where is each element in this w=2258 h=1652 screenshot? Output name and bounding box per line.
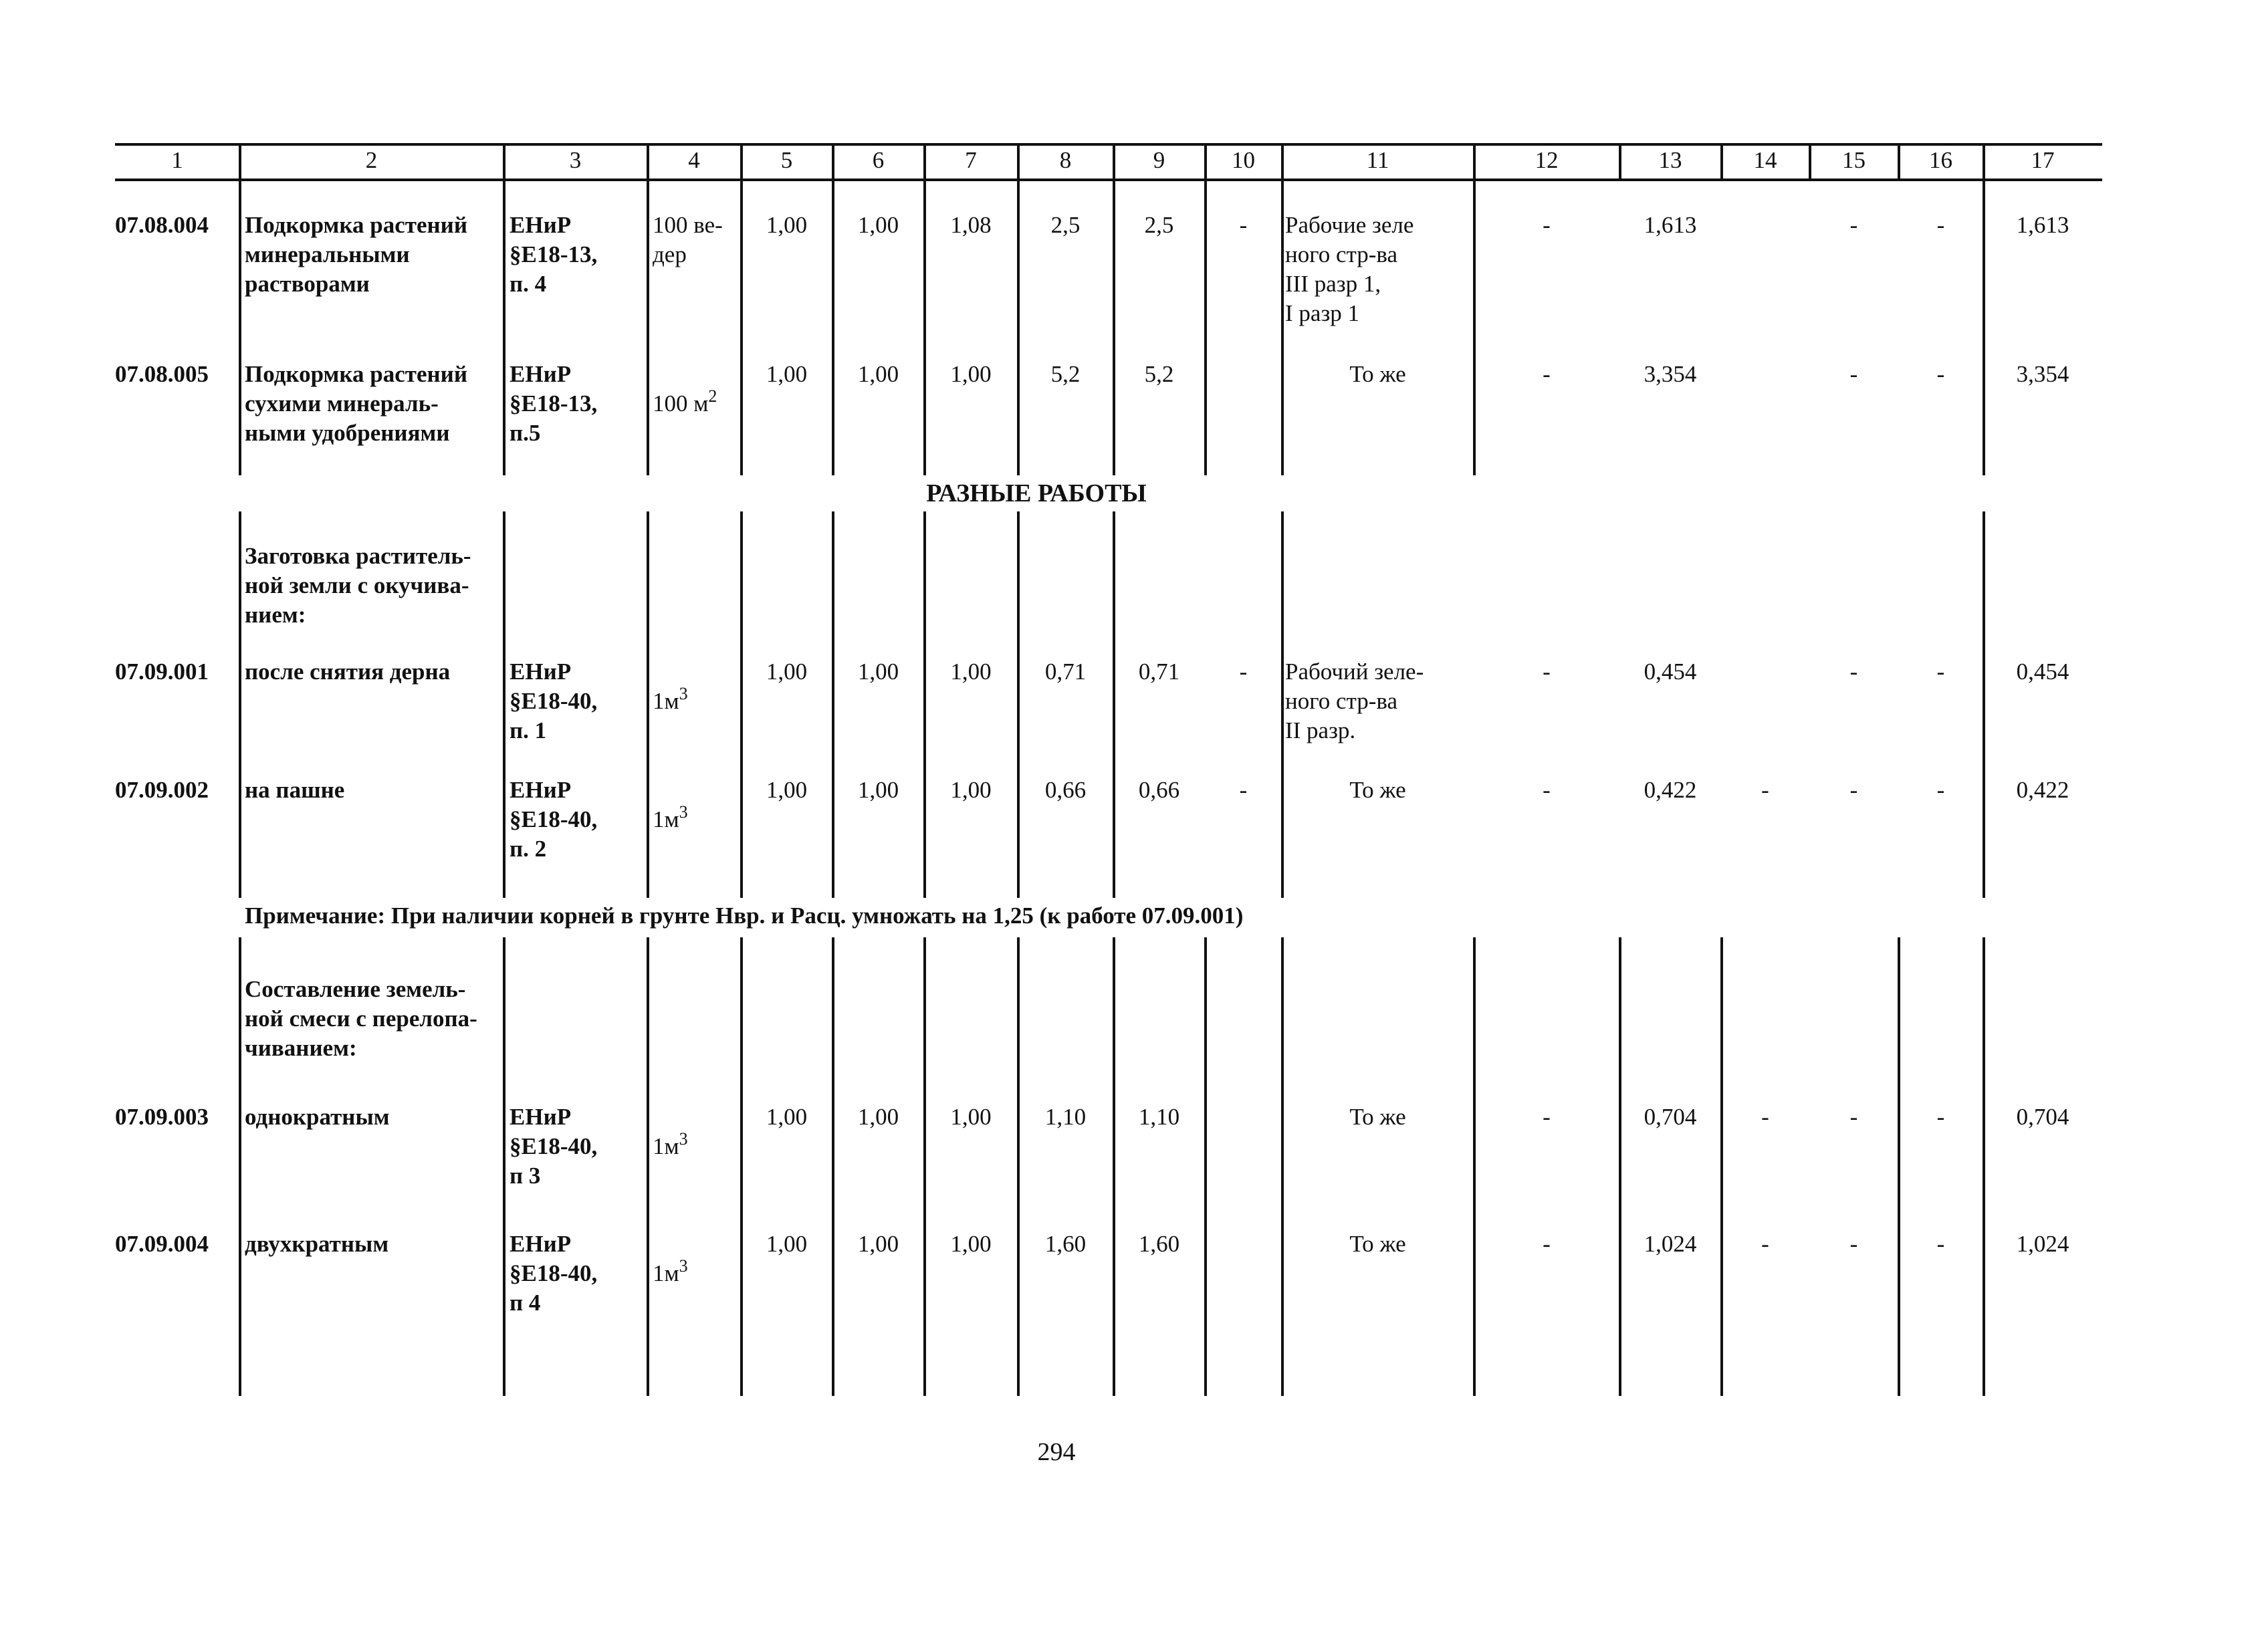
column-rule	[1983, 937, 1985, 1396]
cell-8: 5,2	[1050, 361, 1081, 387]
cell-15: -	[1849, 777, 1858, 803]
column-rule	[740, 143, 743, 181]
cell-12: -	[1543, 777, 1551, 803]
column-rule	[1017, 937, 1020, 1396]
norm-ref: п. 4	[510, 271, 547, 297]
cell-7: 1,00	[950, 659, 992, 685]
column-rule	[503, 181, 505, 475]
norm-ref: §Е18-40,	[510, 1260, 598, 1286]
cell-7: 1,00	[950, 361, 992, 387]
header-bottom-rule	[115, 179, 2102, 181]
norm-ref: §Е18-13,	[510, 390, 598, 417]
group-title-line: нием:	[245, 602, 306, 628]
norm-ref: п. 1	[510, 717, 547, 743]
column-rule	[923, 511, 926, 898]
workers: То же	[1349, 777, 1406, 803]
work-code: 07.09.003	[115, 1104, 209, 1130]
cell-8: 0,66	[1044, 777, 1087, 803]
cell-9: 0,71	[1138, 659, 1180, 685]
column-rule	[832, 511, 834, 898]
header-cell: 14	[1753, 147, 1777, 173]
column-rule	[1204, 143, 1207, 181]
work-name: двухкратным	[245, 1231, 389, 1257]
table-note: Примечание: При наличии корней в грунте Нвр. и Расц. умножать на 1,25 (к работе 07.09.001)	[245, 903, 1244, 929]
unit-base: 1м	[653, 1260, 679, 1286]
header-cell: 13	[1658, 147, 1682, 173]
workers: То же	[1349, 1231, 1406, 1257]
workers: ного стр-ва	[1285, 688, 1397, 714]
cell-17: 0,704	[2016, 1104, 2069, 1130]
unit	[653, 1256, 688, 1288]
cell-6: 1,00	[857, 1231, 899, 1257]
unit	[653, 386, 717, 419]
column-rule	[1983, 143, 1985, 181]
norm-ref: §Е18-40,	[510, 1133, 598, 1159]
cell-15: -	[1849, 659, 1858, 685]
cell-14: -	[1761, 1104, 1769, 1130]
cell-13: 0,454	[1644, 659, 1697, 685]
unit	[653, 802, 688, 834]
work-name: минеральными	[245, 241, 410, 267]
header-cell: 15	[1842, 147, 1866, 173]
work-name: ными удобрениями	[245, 420, 450, 446]
work-code: 07.08.004	[115, 212, 209, 238]
column-rule	[740, 511, 743, 898]
column-rule	[1204, 937, 1207, 1396]
group-title-line: чиванием:	[245, 1035, 357, 1061]
cell-10: -	[1239, 659, 1248, 685]
workers: То же	[1349, 1104, 1406, 1130]
cell-16: -	[1936, 1104, 1945, 1130]
cell-10: -	[1239, 212, 1248, 238]
work-name: растворами	[245, 271, 370, 297]
cell-17: 3,354	[2016, 361, 2069, 387]
cell-12: -	[1543, 659, 1551, 685]
cell-6: 1,00	[857, 777, 899, 803]
cell-5: 1,00	[766, 1231, 808, 1257]
unit-exponent: 2	[708, 386, 717, 406]
cell-13: 1,024	[1644, 1231, 1697, 1257]
cell-13: 3,354	[1644, 361, 1697, 387]
header-cell: 3	[569, 147, 582, 173]
norm-ref: ЕНиР	[510, 361, 572, 387]
column-rule	[503, 937, 505, 1396]
column-rule	[1983, 511, 1985, 898]
cell-16: -	[1936, 659, 1945, 685]
column-rule	[239, 511, 241, 898]
column-rule	[503, 143, 505, 181]
group-title-line: ной смеси с перелопа-	[245, 1006, 477, 1032]
column-rule	[1898, 143, 1900, 181]
column-rule	[239, 143, 241, 181]
header-cell: 6	[872, 147, 885, 173]
cell-5: 1,00	[766, 361, 808, 387]
unit: 100 ве-	[653, 212, 723, 238]
workers: I разр 1	[1285, 300, 1360, 326]
cell-9: 1,10	[1138, 1104, 1180, 1130]
column-rule	[740, 937, 743, 1396]
norm-ref: ЕНиР	[510, 659, 572, 685]
workers: Рабочий зеле-	[1285, 659, 1424, 685]
column-rule	[1281, 143, 1284, 181]
cell-12: -	[1543, 361, 1551, 387]
cell-17: 0,422	[2016, 777, 2069, 803]
norm-ref: ЕНиР	[510, 1104, 572, 1130]
column-rule	[832, 937, 834, 1396]
header-cell: 5	[780, 147, 793, 173]
cell-9: 5,2	[1144, 361, 1174, 387]
cell-9: 0,66	[1138, 777, 1180, 803]
column-rule	[832, 143, 834, 181]
header-cell: 7	[965, 147, 977, 173]
cell-9: 2,5	[1144, 212, 1174, 238]
cell-16: -	[1936, 777, 1945, 803]
column-rule	[647, 511, 649, 898]
column-rule	[1619, 937, 1621, 1396]
workers: II разр.	[1285, 717, 1356, 743]
cell-7: 1,00	[950, 777, 992, 803]
work-name: однократным	[245, 1104, 390, 1130]
cell-13: 0,422	[1644, 777, 1697, 803]
workers: ного стр-ва	[1285, 241, 1397, 267]
column-rule	[1017, 511, 1020, 898]
column-rule	[923, 937, 926, 1396]
group-title-line: ной земли с окучива-	[245, 572, 469, 598]
cell-12: -	[1543, 212, 1551, 238]
cell-8: 2,5	[1050, 212, 1081, 238]
column-rule	[1473, 143, 1476, 181]
unit	[653, 684, 688, 716]
cell-10: -	[1239, 777, 1248, 803]
cell-5: 1,00	[766, 777, 808, 803]
work-code: 07.09.002	[115, 777, 209, 803]
cell-15: -	[1849, 1231, 1858, 1257]
column-rule	[1898, 937, 1900, 1396]
group-title-line: Составление земель-	[245, 976, 466, 1002]
cell-14: -	[1761, 777, 1769, 803]
cell-17: 1,024	[2016, 1231, 2069, 1257]
unit-base: 100 м	[653, 390, 709, 417]
column-rule	[239, 937, 241, 1396]
cell-16: -	[1936, 1231, 1945, 1257]
norm-ref: §Е18-40,	[510, 688, 598, 714]
cell-17: 0,454	[2016, 659, 2069, 685]
unit-exponent: 3	[679, 802, 688, 822]
norm-ref: п 3	[510, 1163, 541, 1189]
cell-6: 1,00	[857, 659, 899, 685]
header-cell: 12	[1535, 147, 1559, 173]
header-cell: 9	[1153, 147, 1165, 173]
norm-ref: п. 2	[510, 836, 547, 862]
header-cell: 10	[1232, 147, 1255, 173]
column-rule	[1113, 511, 1115, 898]
norm-ref: §Е18-13,	[510, 241, 598, 267]
cell-14: -	[1761, 1231, 1769, 1257]
column-rule	[1113, 937, 1115, 1396]
column-rule	[1619, 143, 1621, 181]
cell-6: 1,00	[857, 1104, 899, 1130]
work-code: 07.09.004	[115, 1231, 209, 1257]
header-cell: 4	[688, 147, 700, 173]
norm-ref: ЕНиР	[510, 777, 572, 803]
header-cell: 2	[365, 147, 378, 173]
cell-8: 1,10	[1044, 1104, 1087, 1130]
cell-5: 1,00	[766, 659, 808, 685]
unit	[653, 1129, 688, 1161]
cell-13: 0,704	[1644, 1104, 1697, 1130]
column-rule	[1281, 937, 1284, 1396]
header-cell: 11	[1366, 147, 1389, 173]
work-name: Подкормка растений	[245, 361, 468, 387]
header-cell: 17	[2031, 147, 2055, 173]
cell-17: 1,613	[2016, 212, 2069, 238]
cell-5: 1,00	[766, 1104, 808, 1130]
column-rule	[1017, 143, 1020, 181]
norm-ref: ЕНиР	[510, 1231, 572, 1257]
unit-exponent: 3	[679, 1256, 688, 1276]
cell-12: -	[1543, 1231, 1551, 1257]
cell-9: 1,60	[1138, 1231, 1180, 1257]
header-cell: 1	[171, 147, 183, 173]
cell-5: 1,00	[766, 212, 808, 238]
page-number: 294	[1037, 1438, 1076, 1466]
group-title-line: Заготовка раститель-	[245, 543, 471, 569]
column-rule	[1720, 937, 1723, 1396]
unit: дер	[653, 241, 687, 267]
work-name: Подкормка растений	[245, 212, 468, 238]
norm-ref: ЕНиР	[510, 212, 572, 238]
unit-exponent: 3	[679, 1129, 688, 1149]
cell-13: 1,613	[1644, 212, 1697, 238]
column-rule	[1720, 143, 1723, 181]
column-rule	[923, 143, 926, 181]
cell-7: 1,00	[950, 1231, 992, 1257]
column-rule	[503, 511, 505, 898]
column-rule	[647, 143, 649, 181]
cell-8: 0,71	[1044, 659, 1087, 685]
work-code: 07.08.005	[115, 361, 209, 387]
column-rule	[647, 937, 649, 1396]
header-cell: 8	[1059, 147, 1072, 173]
workers: Рабочие зеле	[1285, 212, 1414, 238]
cell-8: 1,60	[1044, 1231, 1087, 1257]
cell-16: -	[1936, 361, 1945, 387]
cell-15: -	[1849, 1104, 1858, 1130]
unit-base: 1м	[653, 806, 679, 832]
cell-12: -	[1543, 1104, 1551, 1130]
cell-15: -	[1849, 361, 1858, 387]
cell-7: 1,00	[950, 1104, 992, 1130]
column-rule	[1281, 511, 1284, 898]
column-rule	[1473, 937, 1476, 1396]
column-rule	[1113, 143, 1115, 181]
cell-16: -	[1936, 212, 1945, 238]
work-name: после снятия дерна	[245, 659, 451, 685]
work-name: сухими минераль-	[245, 390, 439, 417]
cell-6: 1,00	[857, 212, 899, 238]
workers: То же	[1349, 361, 1406, 387]
norm-ref: §Е18-40,	[510, 806, 598, 832]
column-rule	[647, 181, 649, 475]
norm-ref: п.5	[510, 420, 541, 446]
header-cell: 16	[1929, 147, 1952, 173]
unit-base: 1м	[653, 1133, 679, 1159]
unit-exponent: 3	[679, 684, 688, 703]
workers: III разр 1,	[1285, 271, 1381, 297]
section-title: РАЗНЫЕ РАБОТЫ	[926, 479, 1147, 507]
unit-base: 1м	[653, 688, 679, 714]
cell-6: 1,00	[857, 361, 899, 387]
work-code: 07.09.001	[115, 659, 209, 685]
norm-ref: п 4	[510, 1290, 541, 1316]
cell-7: 1,08	[950, 212, 992, 238]
cell-15: -	[1849, 212, 1858, 238]
column-rule	[1809, 143, 1811, 181]
column-rule	[239, 181, 241, 475]
work-name: на пашне	[245, 777, 345, 803]
